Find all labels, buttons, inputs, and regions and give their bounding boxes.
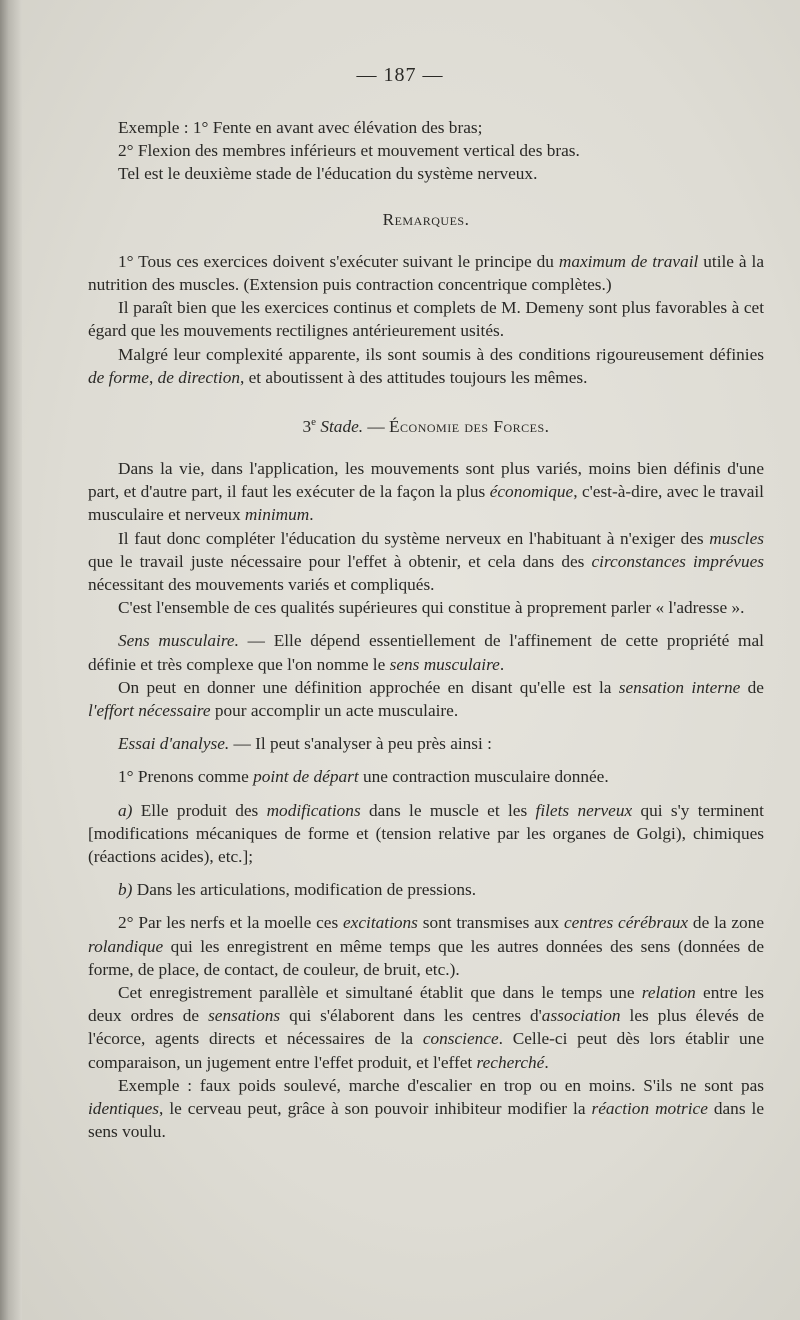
sens-paragraph-1: Sens musculaire. — Elle dépend essentiellement de l'affinement de cette propriété mal définie et très complexe que l'on nomme le sens musculaire. [88, 631, 764, 674]
essai-paragraph-example: Exemple : faux poids soulevé, marche d'escalier en trop ou en moins. S'ils ne sont pas identiques, le cerveau peut, grâce à son pouvoir inhibiteur modifier la réaction motrice dans le sens voulu. [88, 1075, 764, 1142]
remarque-paragraph-2: Il paraît bien que les exercices continus et complets de M. Demeny sont plus favorables à cet égard que les mouvements rectilignes antérieurement usités. [88, 298, 764, 341]
example-line-1: Exemple : 1° Fente en avant avec élévation des bras; [118, 118, 483, 137]
stade-heading: 3e Stade. — Économie des Forces. [302, 416, 550, 436]
essai-item-b: b) Dans les articulations, modification de pressions. [118, 880, 477, 900]
economie-paragraph-2: Il faut donc compléter l'éducation du système nerveux en l'habituant à n'exiger des muscles que le travail juste nécessaire pour l'effet à obtenir, et cela dans des circonstances imprévues nécessitant des mouvements variés et compliqués. [88, 528, 764, 595]
example-line-3: Tel est le deuxième stade de l'éducation du système nerveux. [118, 164, 538, 184]
essai-item-a: a) Elle produit des modifications dans le muscle et les filets nerveux qui s'y terminent [modifications mécaniques de forme et (tension relative par les organes de Golgi), chimiques (réactions acides), etc.]; [88, 800, 764, 867]
sens-paragraph-2: On peut en donner une définition approchée en disant qu'elle est la sensation interne de l'effort nécessaire pour accomplir un acte musculaire. [88, 677, 764, 721]
essai-paragraph-conclusion: Cet enregistrement parallèle et simultané établit que dans le temps une relation entre les deux ordres de sensations qui s'élaborent dans les centres d'association les plus élevés de l'écorce, agents directs et nécessaires de la conscience. Celle-ci peut dès lors établir une comparaison, un jugement entre l'effet produit, et l'effet recherché. [88, 983, 764, 1072]
example-line-2: 2° Flexion des membres inférieurs et mouvement vertical des bras. [118, 141, 580, 161]
economie-paragraph-3: C'est l'ensemble de ces qualités supérieures qui constitue à proprement parler « l'adresse ». [118, 598, 745, 618]
essai-heading: Essai d'analyse. — Il peut s'analyser à peu près ainsi : [118, 734, 492, 754]
essai-step-2: 2° Par les nerfs et la moelle ces excitations sont transmises aux centres cérébraux de la zone rolandique qui les enregistrent en même temps que les autres données des sens (données de forme, de place, de contact, de couleur, de bruit, etc.). [88, 913, 764, 979]
essai-step-1: 1° Prenons comme point de départ une contraction musculaire donnée. [118, 767, 609, 787]
remarque-paragraph-3: Malgré leur complexité apparente, ils sont soumis à des conditions rigoureusement définies de forme, de direction, et aboutissent à des attitudes toujours les mêmes. [88, 344, 764, 387]
page-gutter [0, 0, 22, 1320]
remarque-paragraph-1: 1° Tous ces exercices doivent s'exécuter suivant le principe du maximum de travail utile à la nutrition des muscles. (Extension puis contraction concentrique complètes.) [88, 251, 764, 295]
page-number: — 187 — [356, 64, 444, 86]
economie-paragraph-1: Dans la vie, dans l'application, les mouvements sont plus variés, moins bien définis d'une part, et d'autre part, il faut les exécuter de la façon la plus économique, c'est-à-dire, avec le travail musculaire et nerveux minimum. [88, 459, 764, 525]
remarques-heading: Remarques. [382, 209, 470, 229]
page-body [88, 116, 764, 1143]
